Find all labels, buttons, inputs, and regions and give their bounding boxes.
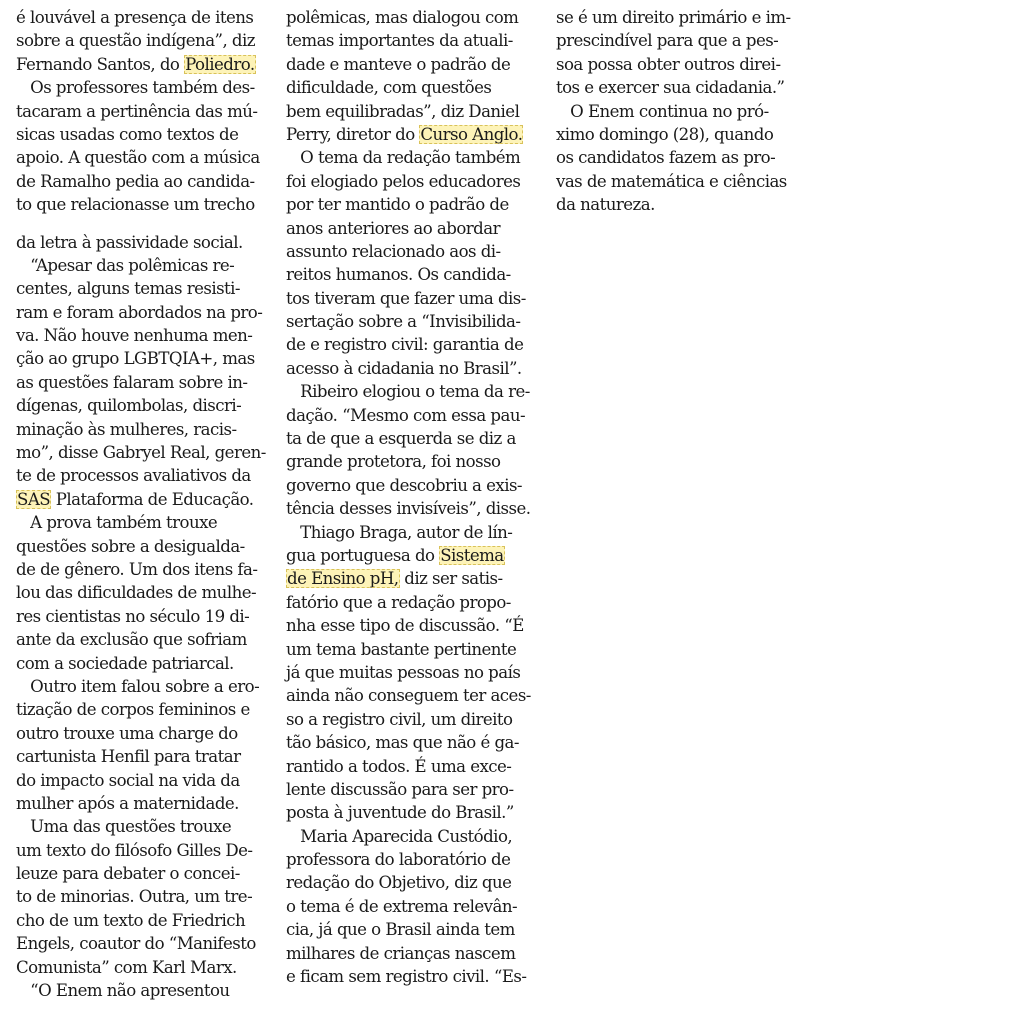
text-line: lou das dificuldades de mulhe- [16, 583, 257, 603]
text-line: tência desses invisíveis”, disse. [286, 499, 531, 519]
text-line: va. Não houve nenhuma men- [16, 326, 253, 346]
text-line: da letra à passividade social. [16, 232, 243, 252]
text-line: fatório que a redação propo- [286, 592, 511, 612]
highlighted-term: Poliedro. [185, 54, 255, 74]
text-line [16, 53, 255, 76]
highlighted-term: SAS [17, 489, 51, 509]
text-line: outro trouxe uma charge do [16, 723, 238, 743]
article-column-2 [286, 6, 531, 988]
text-line: os candidatos fazem as pro- [556, 148, 776, 168]
text-line: de e registro civil: garantia de [286, 335, 524, 355]
text-line: Outro item falou sobre a ero- [16, 676, 260, 696]
text-line: é louvável a presença de itens [16, 8, 254, 27]
text-line: professora do laboratório de [286, 850, 511, 870]
text-run: gua portuguesa do [286, 545, 440, 565]
text-line: “Apesar das polêmicas re- [16, 255, 235, 275]
text-line: Os professores também des- [16, 78, 255, 98]
text-line: O tema da redação também [286, 148, 521, 168]
text-line: centes, alguns temas resisti- [16, 279, 240, 299]
text-line: res cientistas no século 19 di- [16, 606, 250, 626]
text-line: um tema bastante pertinente [286, 639, 517, 659]
text-line: rantido a todos. É uma exce- [286, 756, 512, 776]
text-line: “O Enem não apresentou [16, 981, 230, 1001]
text-line: tão básico, mas que não é ga- [286, 733, 519, 753]
text-line: sobre a questão indígena”, diz [16, 31, 255, 51]
text-line [16, 488, 254, 511]
text-line: cartunista Henfil para tratar [16, 747, 241, 767]
text-line: assunto relacionado aos di- [286, 241, 501, 261]
text-line: ante da exclusão que sofriam [16, 630, 247, 650]
text-line: governo que descobriu a exis- [286, 475, 522, 495]
text-line: já que muitas pessoas no país [286, 662, 521, 682]
highlighted-term: de Ensino pH, [287, 569, 399, 589]
text-line: prescindível para que a pes- [556, 31, 779, 51]
text-line: polêmicas, mas dialogou com [286, 8, 519, 27]
text-line: O Enem continua no pró- [556, 101, 769, 121]
text-line: sertação sobre a “Invisibilida- [286, 312, 521, 332]
text-line: Ribeiro elogiou o tema da re- [286, 382, 530, 402]
text-line: mulher após a maternidade. [16, 793, 239, 813]
text-line: um texto do filósofo Gilles De- [16, 840, 253, 860]
text-line: cia, já que o Brasil ainda tem [286, 920, 515, 940]
text-line: to que relacionasse um trecho [16, 195, 255, 215]
text-line: minação às mulheres, racis- [16, 419, 237, 439]
text-line: Comunista” com Karl Marx. [16, 957, 237, 977]
text-line: tização de corpos femininos e [16, 700, 250, 720]
text-line: ta de que a esquerda se diz a [286, 429, 516, 449]
text-line: de Ramalho pedia ao candida- [16, 171, 255, 191]
text-line: ainda não conseguem ter aces- [286, 686, 531, 706]
text-line: Engels, coautor do “Manifesto [16, 934, 256, 954]
text-line: reitos humanos. Os candida- [286, 265, 511, 285]
text-line: anos anteriores ao abordar [286, 218, 500, 238]
text-run: diz ser satis- [399, 569, 503, 589]
highlighted-term: Sistema [440, 545, 504, 565]
text-line: por ter mantido o padrão de [286, 195, 509, 215]
text-line: A prova também trouxe [16, 513, 218, 533]
text-run: Plataforma de Educação. [51, 489, 254, 509]
text-line: e ficam sem registro civil. “Es- [286, 967, 527, 987]
text-line: questões sobre a desigualda- [16, 536, 245, 556]
text-line: dade e manteve o padrão de [286, 54, 511, 74]
text-line: sicas usadas como textos de [16, 124, 239, 144]
text-line: do impacto social na vida da [16, 770, 240, 790]
text-line: cho de um texto de Friedrich [16, 910, 246, 930]
text-line: foi elogiado pelos educadores [286, 171, 521, 191]
text-line: ção ao grupo LGBTQIA+, mas [16, 349, 255, 369]
text-line: so a registro civil, um direito [286, 709, 513, 729]
text-line: Maria Aparecida Custódio, [286, 826, 513, 846]
text-line: to de minorias. Outra, um tre- [16, 887, 253, 907]
text-line [286, 123, 523, 146]
text-line: o tema é de extrema relevân- [286, 896, 518, 916]
article-column-3 [556, 6, 791, 217]
text-line: ram e foram abordados na pro- [16, 302, 263, 322]
text-line: tos e exercer sua cidadania.” [556, 78, 785, 98]
text-line: posta à juventude do Brasil.” [286, 803, 514, 823]
text-line: as questões falaram sobre in- [16, 372, 248, 392]
text-line: milhares de crianças nascem [286, 943, 516, 963]
text-line: dação. “Mesmo com essa pau- [286, 405, 526, 425]
text-line: te de processos avaliativos da [16, 466, 251, 486]
text-line: ximo domingo (28), quando [556, 124, 774, 144]
text-line: vas de matemática e ciências [556, 171, 787, 191]
text-line: com a sociedade patriarcal. [16, 653, 234, 673]
text-line: acesso à cidadania no Brasil”. [286, 358, 522, 378]
text-line: dígenas, quilombolas, discri- [16, 396, 242, 416]
text-line: tos tiveram que fazer uma dis- [286, 288, 526, 308]
text-line: de de gênero. Um dos itens fa- [16, 559, 258, 579]
text-run: Perry, diretor do [286, 124, 420, 144]
text-line: apoio. A questão com a música [16, 148, 260, 168]
text-line: se é um direito primário e im- [556, 8, 791, 27]
highlighted-term: Curso Anglo. [420, 124, 523, 144]
text-line: leuze para debater o concei- [16, 864, 240, 884]
text-line: nha esse tipo de discussão. “É [286, 616, 524, 636]
text-line: soa possa obter outros direi- [556, 54, 781, 74]
text-line: lente discussão para ser pro- [286, 779, 514, 799]
text-line: da natureza. [556, 195, 655, 215]
text-line: bem equilibradas”, diz Daniel [286, 101, 520, 121]
column-gap [16, 217, 248, 231]
text-line: dificuldade, com questões [286, 78, 492, 98]
text-line: Thiago Braga, autor de lín- [286, 522, 513, 542]
text-line [286, 567, 518, 590]
article-column-1 [16, 6, 266, 1002]
text-line: temas importantes da atuali- [286, 31, 513, 51]
text-line: redação do Objetivo, diz que [286, 873, 512, 893]
text-line: mo”, disse Gabryel Real, geren- [16, 443, 266, 463]
text-line: grande protetora, foi nosso [286, 452, 501, 472]
text-line: Uma das questões trouxe [16, 817, 232, 837]
text-line [286, 544, 518, 567]
text-run: Fernando Santos, do [16, 54, 185, 74]
text-line: tacaram a pertinência das mú- [16, 101, 258, 121]
